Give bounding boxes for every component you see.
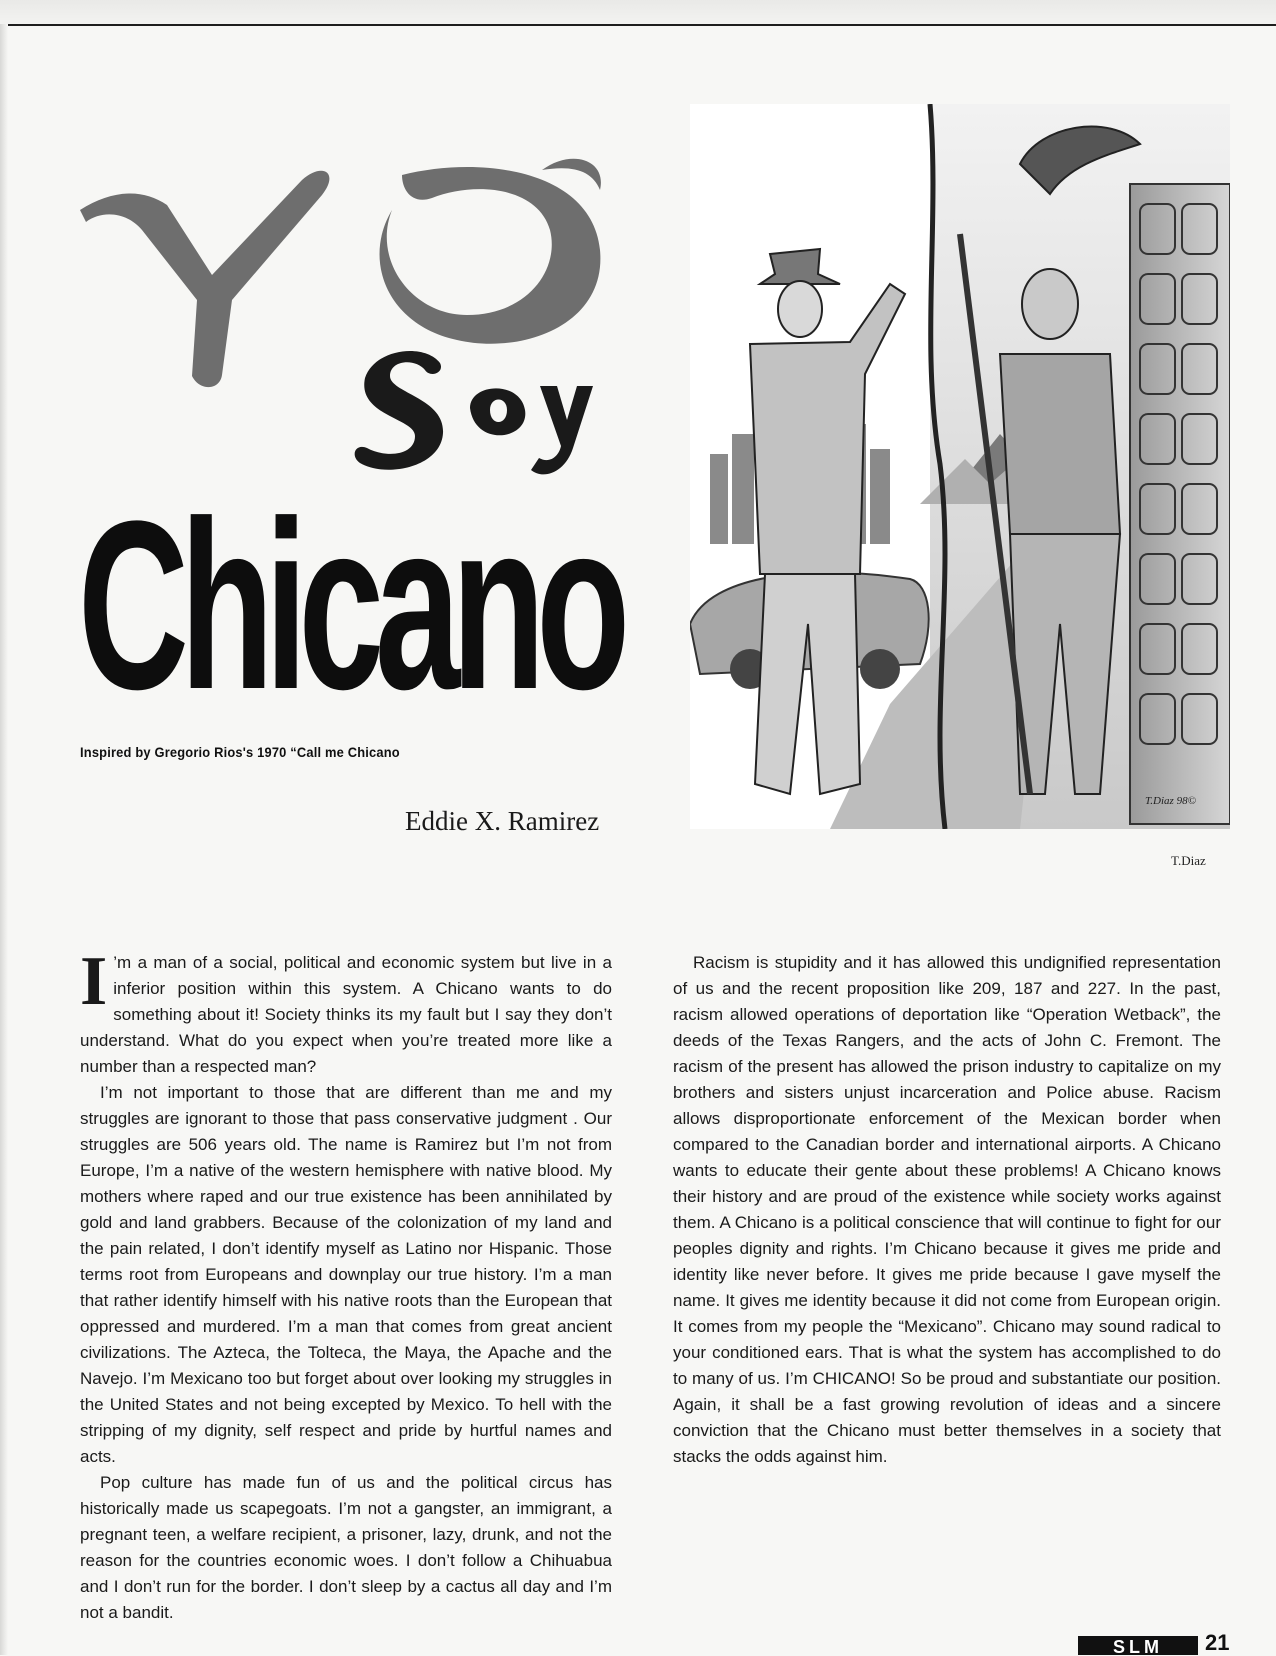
title-chicano: Chicano — [78, 471, 622, 739]
article-column-left — [80, 943, 612, 1626]
illustration-signature: T.Diaz 98© — [1145, 795, 1196, 807]
magazine-logo: SLM — [1078, 1636, 1198, 1655]
mayan-glyph-column — [1130, 184, 1230, 824]
article-paragraph-3: Pop culture has made fun of us and the political circus has historically made us scapegoats. I’m not a gangster, an immigrant, a pregnant teen, a welfare recipient, a prisoner, lazy, drunk, and not the reason for the countries economic woes. I don’t follow a Chihuabua and I don’t run for the border. I don’t sleep by a cactus all day and I’m not a bandit. — [80, 1473, 612, 1622]
dropcap: I — [80, 943, 108, 1020]
article-paragraph-4: Racism is stupidity and it has allowed this undignified representation of us and the recent proposition like 209, 187 and 227. In the past, racism allowed operations of deportation like “Operation Wetback”, the deeds of the Texas Rangers, and the acts of John C. Fremont. The racism of the present has allowed the prison industry to capitalize on my brothers and sisters unjust incarceration and Police abuse. Racism allows disproportionate enforcement of the Mexican border when compared to the Canadian border and international airports. A Chicano wants to educate their gente about these problems! A Chicano knows their history and are proud of the existence while society works against them. A Chicano is a political conscience that will continue to fight for our peoples dignity and rights. I’m Chicano because it gives me pride and identity like never before. It gives me pride because I gave myself the name. It gives me identity because it did not come from European origin. It comes from my people the “Mexicano”. Chicano may sound radical to your conditioned ears. That is what the system has accomplished to do to many of us. I’m CHICANO! So be proud and substantiate our position. Again, it shall be a fast growing revolution of ideas and a sincere conviction that the Chicano must better themselves in a society that stacks the odds against him. — [673, 953, 1221, 1466]
page-top-edge — [0, 0, 1276, 26]
paragraph-text: ’m a man of a social, political and economic system but live in a inferior position within this system. A Chicano wants to do something about it! Society thinks its my fault but I say they don’t understand. What do you expect when you’re treated more like a number than a respected man? — [80, 953, 612, 1076]
article-author: Eddie X. Ramirez — [405, 806, 600, 836]
article-paragraph-2: I’m not important to those that are different than me and my struggles are ignorant to those that pass conservative judgment . Our struggles are 506 years old. The name is Ramirez but I’m not from Europe, I’m a native of the western hemisphere with native blood. My mothers where raped and our true existence has been annihilated by gold and land grabbers. Because of the colonization of my land and the pain related, I don’t identify myself as Latino nor Hispanic. Those terms root from Europeans and downplay our true history. I’m a man that rather identify himself with his native roots than the European that oppressed and murdered. I’m a man that comes from great ancient civilizations. The Azteca, the Tolteca, the Maya, the Apache and the Navejo. I’m Mexicano too but forget about over looking my struggles in the United States and not being excepted by Mexico. To hell with the stripping of my dignity, self respect and pride by hurtful names and acts. — [80, 1083, 612, 1466]
illustration-credit: T.Diaz — [1171, 853, 1206, 868]
article-paragraph-1 — [80, 943, 612, 1080]
page-number: 21 — [1205, 1630, 1230, 1655]
page-binding-shadow — [0, 24, 8, 1655]
article-subtitle: Inspired by Gregorio Rios's 1970 “Call me Chicano — [80, 744, 400, 760]
illustration — [690, 104, 1230, 829]
article-column-right — [673, 950, 1221, 1470]
title-soy-graphic — [345, 338, 605, 488]
